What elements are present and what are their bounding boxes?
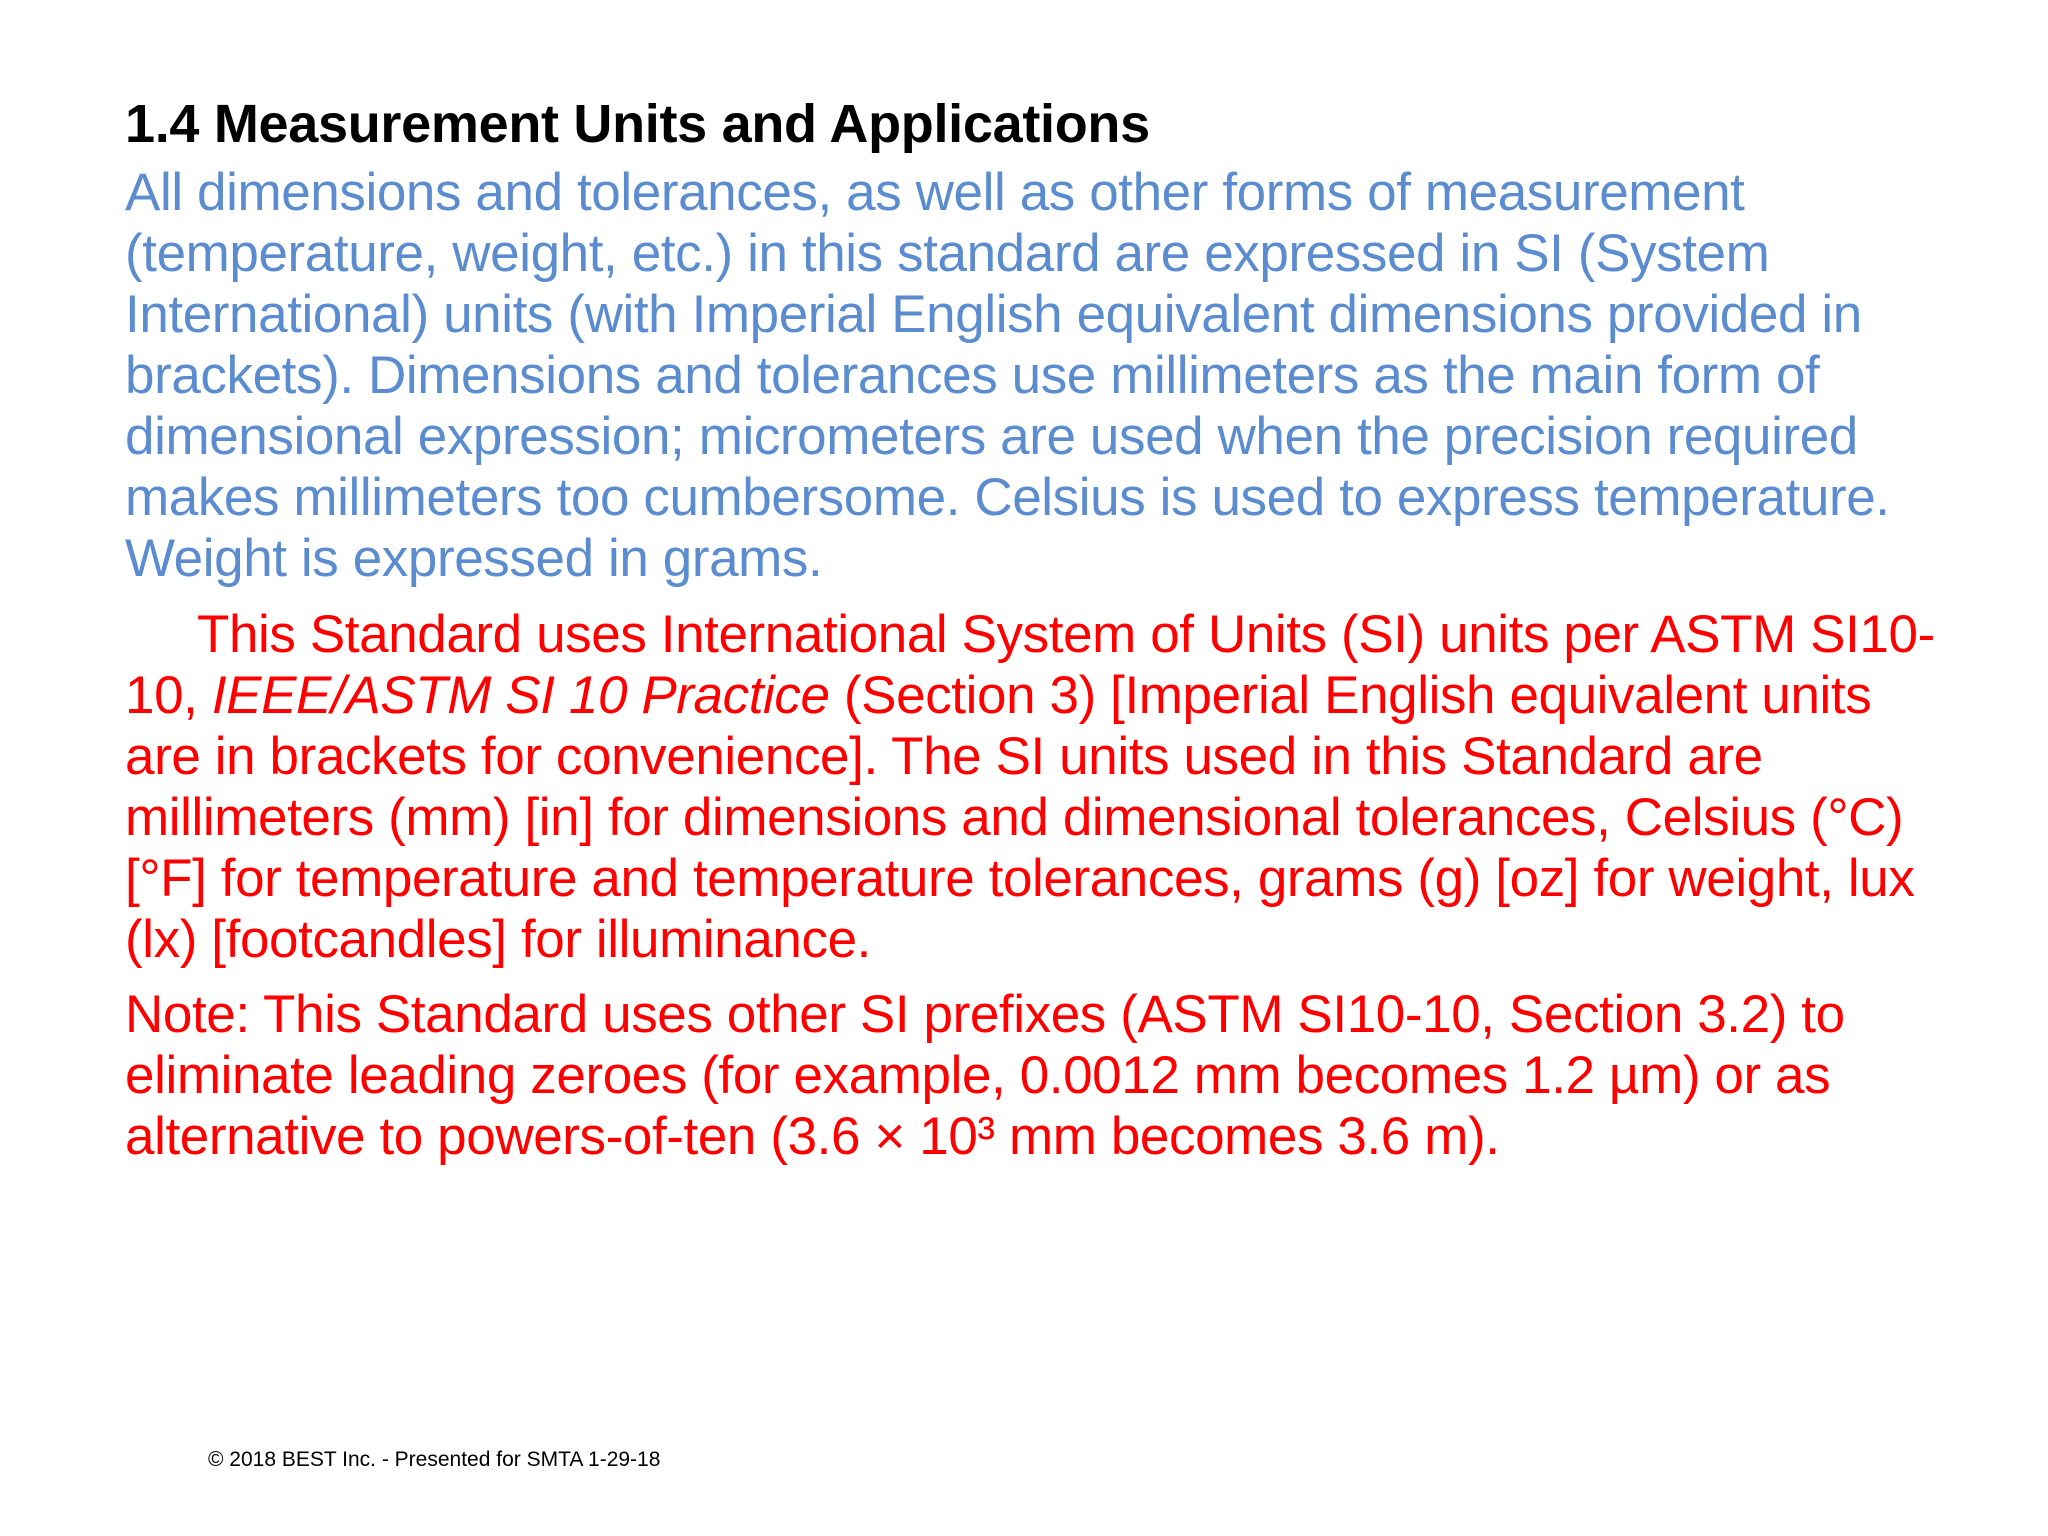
paragraph-red-note: Note: This Standard uses other SI prefixes (ASTM SI10-10, Section 3.2) to eliminate leading zeroes (for example, 0.0012 mm becomes 1.2 µm) or as alternative to powers-of-ten (3.6 × 10³ mm becomes 3.6 m). xyxy=(125,985,1845,1166)
paragraph-red-units-part2: (Section 3) [Imperial English equivalent units are in brackets for convenience]. The SI units used in this Standard are millimeters (mm) [in] for dimensions and dimensional tolerances, Celsius (°C) [°F] for temperature and temperature tolerances, grams (g) [oz] for weight, lux (lx) [footcandles] for illuminance. xyxy=(125,666,1915,969)
footer-copyright: © 2018 BEST Inc. - Presented for SMTA 1-29-18 xyxy=(208,1448,661,1471)
paragraph-blue: All dimensions and tolerances, as well as other forms of measurement (temperature, weight, etc.) in this standard are expressed in SI (System International) units (with Imperial English equivalent dimensions provided in brackets). Dimensions and tolerances use millimeters as the main form of dimensional expression; micrometers are used when the precision required makes millimeters too cumbersome. Celsius is used to express temperature. Weight is expressed in grams. xyxy=(125,163,1890,588)
paragraph-red-units-part1: This Standard uses International System of Units (SI) units per ASTM SI10-10, xyxy=(125,605,1935,725)
paragraph-red-units-italic: IEEE/ASTM SI 10 Practice xyxy=(211,666,830,725)
paragraph-red-units xyxy=(125,604,1955,970)
slide-content xyxy=(125,88,1955,1167)
slide-title: 1.4 Measurement Units and Applications xyxy=(125,94,1150,154)
